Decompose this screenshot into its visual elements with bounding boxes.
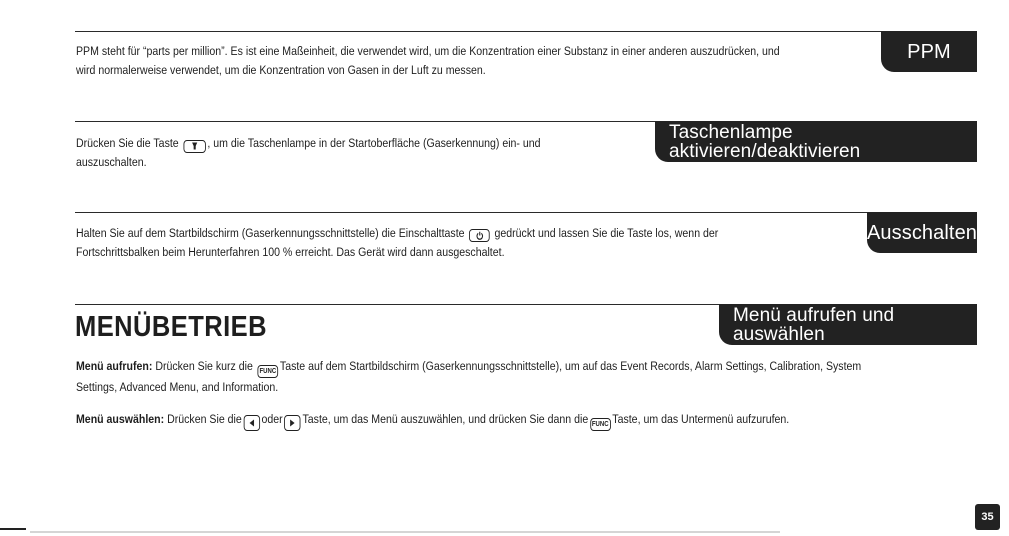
flashlight-line-1: Drücken Sie die Taste , um die Taschenlampe in der Startoberfläche (Gaserkennung) ein- und — [76, 134, 541, 153]
flashlight-key-icon — [183, 140, 205, 153]
left-arrow-key-icon — [243, 415, 259, 431]
tab-ppm: PPM — [881, 31, 977, 72]
page-number-badge: 35 — [975, 504, 1000, 530]
func-key-icon: FUNC — [258, 365, 279, 378]
poweroff-paragraph — [76, 224, 718, 262]
ppm-line-2: wird normalerweise verwendet, um die Konzentration von Gasen in der Luft zu messen. — [76, 63, 486, 77]
tab-poweroff: Ausschalten — [867, 212, 977, 253]
poweroff-line-2: Fortschrittsbalken beim Herunterfahren 100 % erreicht. Das Gerät wird dann ausgeschaltet. — [76, 245, 505, 259]
flashlight-line-2: auszuschalten. — [76, 155, 147, 169]
page-edge-mark — [0, 528, 26, 530]
menu-open-line-2: Settings, Advanced Menu, and Information. — [76, 380, 279, 394]
section-divider-poweroff — [75, 212, 977, 213]
right-arrow-key-icon — [284, 415, 300, 431]
menu-open-line-1: Menü aufrufen: Drücken Sie kurz die FUNC Taste auf dem Startbildschirm (Gaserkennungsschnittstelle), um auf das Event Records, Alarm Settings, Calibration, System — [76, 357, 861, 378]
section-divider-ppm — [75, 31, 977, 32]
ppm-line-1: PPM steht für “parts per million”. Es ist eine Maßeinheit, die verwendet wird, um die Konzentration einer Substanz in einer anderen auszudrücken, und — [76, 44, 780, 58]
tab-menu: Menü aufrufen und auswählen — [719, 304, 977, 345]
menu-select-line: Menü auswählen: Drücken Sie die oder Taste, um das Menü auszuwählen, und drücken Sie dann die FUNC Taste, um das Untermenü aufzurufen. — [76, 410, 789, 431]
func-key-icon: FUNC — [590, 418, 611, 431]
ppm-paragraph — [76, 42, 780, 80]
poweroff-line-1: Halten Sie auf dem Startbildschirm (Gaserkennungsschnittstelle) die Einschalttaste gedrückt und lassen Sie die Taste los, wenn der — [76, 226, 719, 240]
section-heading-menu: MENÜBETRIEB — [75, 311, 267, 343]
scan-artifact — [30, 531, 780, 533]
tab-flashlight: Taschenlampe aktivieren/deaktivieren — [655, 121, 977, 162]
menu-select-paragraph — [76, 410, 789, 431]
menu-open-paragraph — [76, 357, 861, 397]
power-key-icon — [469, 229, 490, 242]
flashlight-paragraph — [76, 134, 541, 172]
